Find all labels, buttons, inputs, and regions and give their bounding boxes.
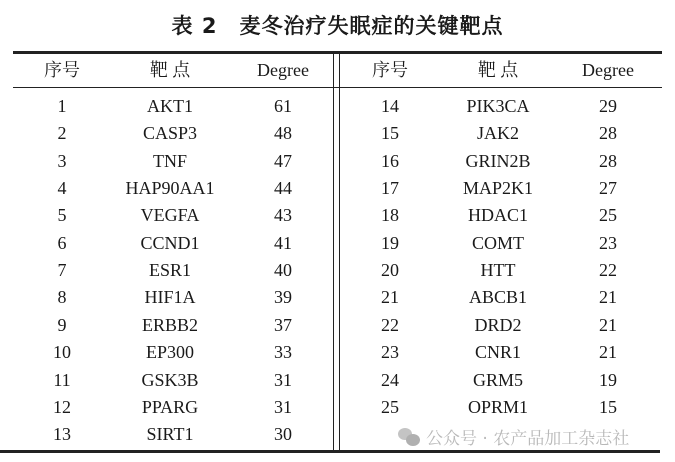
cell-index: 8: [57, 287, 67, 308]
cell-degree: 61: [274, 96, 292, 116]
header-index: 序号: [372, 60, 408, 80]
cell-index: 12: [53, 396, 71, 417]
header-target: 靶 点: [477, 60, 519, 80]
cell-degree: 22: [599, 260, 617, 281]
cell-target: HAP90AA1: [125, 178, 215, 199]
cell-degree: 23: [599, 232, 617, 253]
cell-target: CASP3: [142, 123, 198, 144]
cell-degree: 19: [599, 369, 617, 390]
cell-index: 7: [57, 260, 67, 281]
cell-degree: 48: [274, 123, 292, 144]
cell-index: 20: [381, 260, 399, 281]
cell-degree: 25: [599, 205, 617, 226]
cell-index: 19: [381, 232, 399, 253]
cell-target: PIK3CA: [466, 96, 530, 116]
cell-degree: 21: [599, 287, 617, 308]
cell-target: GRM5: [472, 369, 523, 390]
cell-index: 18: [381, 205, 399, 226]
cell-target: JAK2: [476, 123, 519, 144]
cell-target: DRD2: [474, 314, 522, 335]
cell-degree: 39: [274, 287, 292, 308]
cell-target: OPRM1: [467, 396, 529, 417]
table-title: 表 2 麦冬治疗失眠症的关键靶点: [171, 14, 504, 38]
cell-degree: 29: [599, 96, 617, 116]
cell-target: SIRT1: [146, 424, 194, 445]
cell-degree: 15: [599, 396, 617, 417]
cell-target: HDAC1: [467, 205, 528, 226]
cell-target: GSK3B: [141, 369, 199, 390]
cell-index: 15: [381, 123, 399, 144]
cell-degree: 31: [274, 396, 292, 417]
cell-target: EP300: [145, 342, 194, 363]
cell-degree: 31: [274, 369, 292, 390]
cell-target: ERBB2: [141, 314, 198, 335]
cell-degree: 30: [274, 424, 292, 445]
cell-degree: 21: [599, 314, 617, 335]
cell-index: 14: [381, 96, 399, 116]
cell-target: PPARG: [141, 396, 199, 417]
cell-target: ESR1: [148, 260, 191, 281]
top-rule: [13, 51, 662, 54]
cell-index: 2: [57, 123, 67, 144]
cell-degree: 40: [274, 260, 292, 281]
cell-degree: 28: [599, 123, 617, 144]
cell-target: HTT: [480, 260, 516, 281]
cell-index: 13: [53, 424, 71, 445]
cell-target: CCND1: [140, 232, 200, 253]
cell-index: 1: [57, 96, 67, 116]
cell-index: 4: [57, 178, 67, 199]
cell-target: VEGFA: [140, 205, 200, 226]
cell-index: 5: [57, 205, 67, 226]
cell-degree: 28: [599, 150, 617, 171]
cell-index: 3: [57, 150, 67, 171]
cell-degree: 37: [274, 314, 292, 335]
cell-index: 11: [53, 369, 71, 390]
cell-degree: 47: [274, 150, 292, 171]
header-index: 序号: [44, 60, 80, 80]
cell-target: HIF1A: [144, 287, 196, 308]
watermark-text: 公众号 · 农产品加工杂志社: [426, 429, 630, 449]
header-degree: Degree: [257, 60, 309, 80]
cell-index: 22: [381, 314, 399, 335]
header-target: 靶 点: [149, 60, 191, 80]
cell-index: 16: [381, 150, 399, 171]
cell-degree: 41: [274, 232, 292, 253]
header-rule: [13, 87, 662, 88]
cell-target: ABCB1: [468, 287, 528, 308]
cell-index: 17: [381, 178, 399, 199]
cell-index: 6: [57, 232, 67, 253]
cell-index: 9: [57, 314, 67, 335]
header-degree: Degree: [582, 60, 634, 80]
cell-index: 25: [381, 396, 399, 417]
cell-index: 10: [53, 342, 71, 363]
cell-degree: 44: [274, 178, 292, 199]
cell-degree: 21: [599, 342, 617, 363]
watermark: [398, 424, 629, 449]
cell-target: COMT: [471, 232, 524, 253]
cell-degree: 33: [274, 342, 292, 363]
cell-index: 21: [381, 287, 399, 308]
cell-target: TNF: [152, 150, 187, 171]
cell-target: CNR1: [474, 342, 521, 363]
cell-degree: 43: [274, 205, 292, 226]
cell-target: MAP2K1: [462, 178, 533, 199]
bottom-rule: [0, 450, 660, 453]
cell-index: 24: [381, 369, 399, 390]
cell-target: AKT1: [147, 96, 193, 116]
cell-target: GRIN2B: [465, 150, 531, 171]
cell-degree: 27: [599, 178, 617, 199]
cell-index: 23: [381, 342, 399, 363]
wechat-icon: [398, 428, 420, 446]
